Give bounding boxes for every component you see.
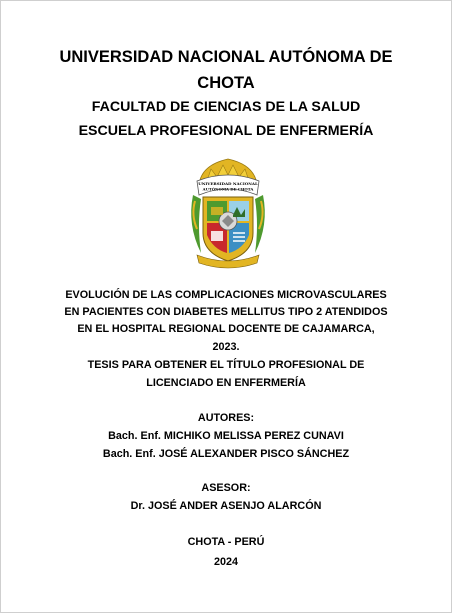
year-label: 2024 — [213, 556, 239, 568]
thesis-title-line-2: EN PACIENTES CON DIABETES MELLITUS TIPO 2 ATENDIDOS — [64, 306, 388, 318]
faculty-name: FACULTAD DE CIENCIAS DE LA SALUD — [91, 99, 361, 115]
university-name-line-2: CHOTA — [197, 74, 255, 92]
advisor-label: ASESOR: — [201, 482, 251, 494]
thesis-purpose-line-1: TESIS PARA OBTENER EL TÍTULO PROFESIONAL DE — [87, 359, 365, 371]
thesis-purpose-line-2: LICENCIADO EN ENFERMERÍA — [146, 377, 306, 389]
author-1: Bach. Enf. MICHIKO MELISSA PEREZ CUNAVI — [108, 430, 344, 442]
thesis-title-line-3: EN EL HOSPITAL REGIONAL DOCENTE DE CAJAMARCA, — [77, 323, 375, 335]
advisor-name: Dr. JOSÉ ANDER ASENJO ALARCÓN — [130, 500, 322, 512]
university-name-line-1: UNIVERSIDAD NACIONAL AUTÓNOMA DE — [59, 48, 393, 66]
seal-text-2: AUTÓNOMA DE CHOTA — [202, 186, 254, 192]
university-seal-icon — [187, 155, 269, 271]
school-name: ESCUELA PROFESIONAL DE ENFERMERÍA — [78, 123, 374, 139]
authors-label: AUTORES: — [197, 412, 255, 424]
thesis-title-line-4: 2023. — [212, 341, 240, 353]
thesis-title-line-1: EVOLUCIÓN DE LAS COMPLICACIONES MICROVASCULARES — [65, 289, 387, 301]
author-2: Bach. Enf. JOSÉ ALEXANDER PISCO SÁNCHEZ — [102, 448, 350, 460]
place-label: CHOTA - PERÚ — [187, 536, 265, 548]
seal-text-1: UNIVERSIDAD NACIONAL — [198, 181, 258, 186]
